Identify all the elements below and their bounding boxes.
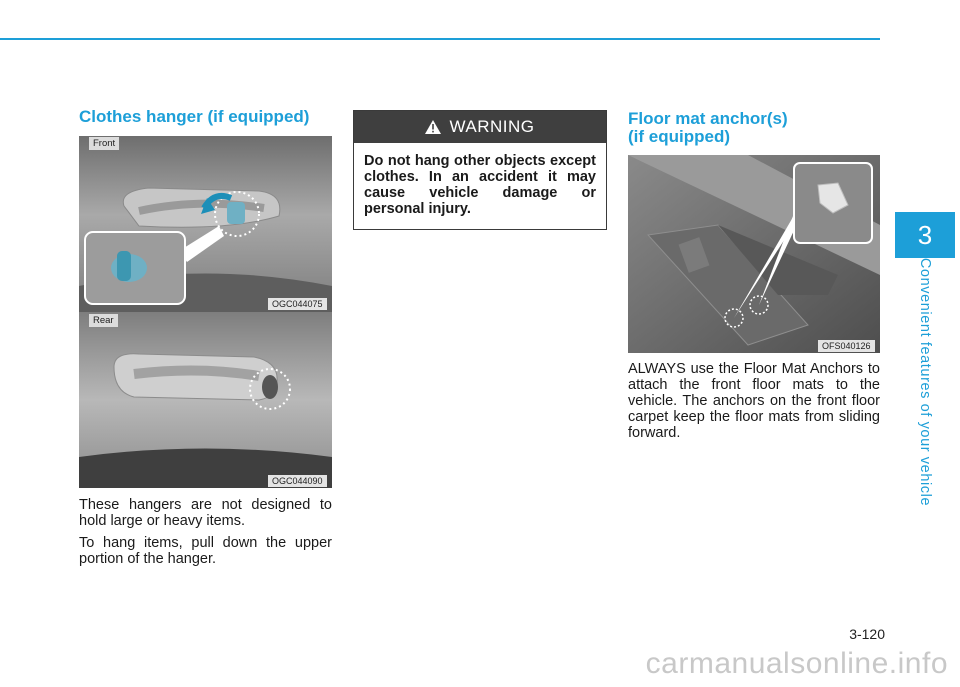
front-hanger-photo	[79, 136, 332, 312]
warning-box	[353, 110, 607, 230]
front-photo-code: OGC044075	[268, 298, 327, 310]
floor-mat-heading-line-1: Floor mat anchor(s)	[628, 109, 788, 128]
header-rule	[0, 38, 880, 40]
warning-header	[354, 111, 606, 143]
floor-mat-heading	[628, 110, 788, 146]
page-number: 3-120	[849, 626, 885, 642]
rear-photo-code: OGC044090	[268, 475, 327, 487]
clothes-hanger-para-1: These hangers are not designed to hold large or heavy items.	[79, 497, 332, 529]
rear-hanger-illustration	[79, 312, 332, 488]
chapter-title-text: Convenient features of your vehicle	[917, 257, 933, 507]
warning-title: WARNING	[449, 117, 535, 136]
front-photo-label: Front	[89, 137, 119, 150]
floor-mat-photo-code: OFS040126	[818, 340, 875, 352]
floor-mat-illustration	[628, 155, 880, 353]
front-hanger-illustration	[79, 136, 332, 312]
chapter-number: 3	[917, 219, 933, 250]
watermark[interactable]: carmanualsonline.info	[645, 647, 948, 680]
floor-mat-para: ALWAYS use the Floor Mat Anchors to attach the front floor mats to the vehicle. The anchors on the front floor carpet keep the floor mats from sliding forward.	[628, 361, 880, 441]
warning-triangle-icon	[425, 120, 441, 134]
warning-text: Do not hang other objects except clothes. In an accident it may cause vehicle damage or personal injury.	[364, 153, 596, 217]
chapter-tab	[895, 212, 955, 258]
rear-hanger-photo	[79, 312, 332, 488]
clothes-hanger-heading: Clothes hanger (if equipped)	[79, 107, 310, 126]
floor-mat-photo	[628, 155, 880, 353]
chapter-side-title	[895, 257, 955, 507]
rear-photo-label: Rear	[89, 314, 118, 327]
floor-mat-heading-line-2: (if equipped)	[628, 127, 730, 146]
clothes-hanger-para-2: To hang items, pull down the upper portion of the hanger.	[79, 535, 332, 567]
